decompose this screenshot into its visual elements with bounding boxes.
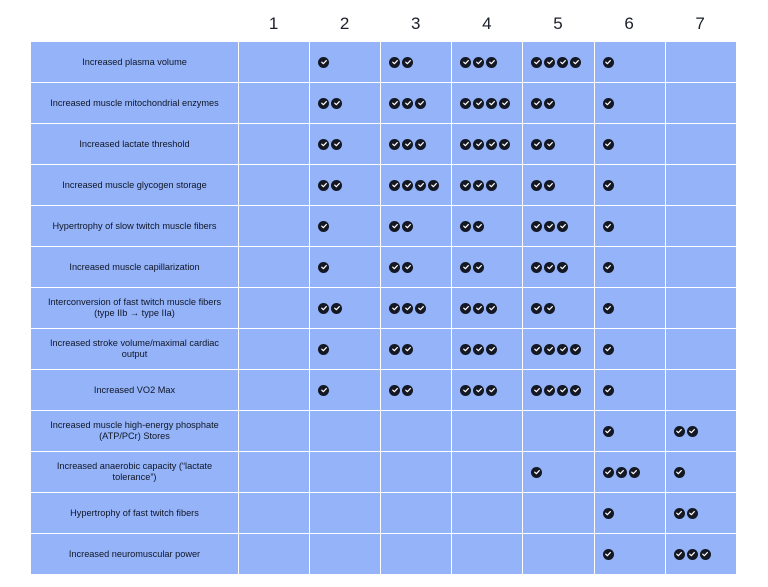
row-label: Increased muscle glycogen storage [62,179,207,190]
rating-cell [522,124,593,164]
check-circle-icon [473,98,484,109]
rating-cell [665,83,736,123]
check-circle-icon [616,467,627,478]
check-circle-icon [531,344,542,355]
check-circle-icon [460,57,471,68]
rating-cell [309,165,380,205]
check-circle-icon [557,385,568,396]
rating-cell [451,42,522,82]
rating-cell [309,124,380,164]
check-circle-icon [389,262,400,273]
check-circle-icon [557,221,568,232]
column-divider [451,42,452,575]
rating-cell [451,370,522,410]
rating-cell [451,493,522,533]
rating-cell [522,329,593,369]
table-row [31,165,736,206]
rating-cell [309,206,380,246]
rating-cell [309,42,380,82]
rating-cell [238,124,309,164]
row-label: Increased stroke volume/maximal cardiac output [49,338,219,359]
check-circle-icon [415,180,426,191]
row-label: Increased VO2 Max [93,384,176,395]
check-circle-icon [331,139,342,150]
check-circle-icon [603,467,614,478]
check-circle-icon [389,303,400,314]
rating-cell [594,165,665,205]
check-circle-icon [318,57,329,68]
rating-cell [665,288,736,328]
rating-cell [594,329,665,369]
check-circle-icon [531,303,542,314]
rating-cell [665,411,736,451]
check-circle-icon [473,139,484,150]
rating-cell [309,411,380,451]
column-divider [238,42,239,575]
check-circle-icon [674,426,685,437]
rating-cell [238,247,309,287]
check-circle-icon [544,98,555,109]
check-circle-icon [531,139,542,150]
rating-cell [309,247,380,287]
rating-cell [522,452,593,492]
row-label: Increased muscle high-energy phosphate (ATP/PCr) Stores [50,420,219,441]
check-circle-icon [544,221,555,232]
table-row [31,329,736,370]
check-circle-icon [603,549,614,560]
rating-cell [309,83,380,123]
column-divider [380,42,381,575]
row-label: Increased anaerobic capacity (“lactate tolerance”) [56,461,213,482]
rating-cell [238,411,309,451]
check-circle-icon [402,385,413,396]
rating-cell [380,493,451,533]
rating-cell [309,452,380,492]
column-header-2: 2 [339,14,350,33]
check-circle-icon [531,57,542,68]
rating-cell [522,534,593,574]
rating-cell [238,493,309,533]
rating-cell [380,42,451,82]
rating-cell [594,83,665,123]
rating-cell [238,165,309,205]
check-circle-icon [402,57,413,68]
rating-cell [594,247,665,287]
rating-cell [309,288,380,328]
check-circle-icon [544,139,555,150]
check-circle-icon [544,303,555,314]
rating-cell [665,42,736,82]
check-circle-icon [473,57,484,68]
check-circle-icon [402,180,413,191]
rating-cell [238,288,309,328]
check-circle-icon [603,344,614,355]
check-circle-icon [603,180,614,191]
check-circle-icon [544,180,555,191]
check-circle-icon [486,385,497,396]
rating-cell [594,206,665,246]
rating-cell [380,206,451,246]
table-row [31,534,736,575]
table-row [31,247,736,288]
check-circle-icon [318,139,329,150]
rating-cell [665,370,736,410]
column-divider [309,42,310,575]
check-circle-icon [460,385,471,396]
check-circle-icon [603,262,614,273]
table-row [31,206,736,247]
check-circle-icon [460,344,471,355]
row-label: Hypertrophy of slow twitch muscle fibers [52,220,217,231]
check-circle-icon [603,139,614,150]
rating-cell [451,452,522,492]
rating-cell [238,206,309,246]
check-circle-icon [557,344,568,355]
row-label: Increased plasma volume [82,56,187,67]
check-circle-icon [389,98,400,109]
check-circle-icon [486,303,497,314]
check-circle-icon [460,139,471,150]
column-header-5: 5 [553,14,563,33]
rating-cell [451,124,522,164]
rating-cell [451,206,522,246]
check-circle-icon [603,303,614,314]
check-circle-icon [473,385,484,396]
check-circle-icon [687,426,698,437]
check-circle-icon [402,139,413,150]
rating-cell [522,370,593,410]
rating-cell [238,42,309,82]
check-circle-icon [389,139,400,150]
check-circle-icon [460,180,471,191]
check-circle-icon [629,467,640,478]
rating-cell [380,288,451,328]
check-circle-icon [687,549,698,560]
check-circle-icon [674,549,685,560]
rating-cell [594,124,665,164]
column-header-7: 7 [695,14,705,33]
column-divider [522,42,523,575]
check-circle-icon [318,98,329,109]
check-circle-icon [473,221,484,232]
table-row [31,288,736,329]
rating-cell [594,493,665,533]
rating-cell [238,452,309,492]
rating-cell [451,411,522,451]
column-header-3: 3 [411,14,421,33]
check-circle-icon [389,385,400,396]
check-circle-icon [486,57,497,68]
check-circle-icon [473,180,484,191]
rating-cell [380,247,451,287]
check-circle-icon [557,262,568,273]
rating-cell [451,247,522,287]
check-circle-icon [389,180,400,191]
check-circle-icon [499,139,510,150]
rating-cell [380,452,451,492]
check-circle-icon [499,98,510,109]
rating-cell [451,83,522,123]
check-circle-icon [603,98,614,109]
check-circle-icon [389,344,400,355]
rating-cell [522,247,593,287]
rating-cell [380,370,451,410]
rating-cell [665,165,736,205]
row-label: Increased muscle capillarization [69,261,200,272]
rating-cell [665,493,736,533]
rating-cell [665,124,736,164]
column-header-4: 4 [482,14,492,33]
row-label: Hypertrophy of fast twitch fibers [70,507,199,518]
rating-cell [522,411,593,451]
rating-cell [451,165,522,205]
rating-cell [665,329,736,369]
table-row [31,42,736,83]
check-circle-icon [389,57,400,68]
check-circle-icon [531,262,542,273]
check-circle-icon [486,344,497,355]
check-circle-icon [331,180,342,191]
row-label: Increased lactate threshold [79,138,190,149]
rating-cell [238,83,309,123]
check-circle-icon [318,385,329,396]
rating-cell [522,206,593,246]
rating-cell [594,288,665,328]
table-row [31,83,736,124]
table-row [31,124,736,165]
row-label: Increased muscle mitochondrial enzymes [50,97,219,108]
rating-cell [309,329,380,369]
column-header-1: 1 [268,14,279,33]
check-circle-icon [460,221,471,232]
check-circle-icon [700,549,711,560]
check-circle-icon [603,508,614,519]
check-circle-icon [415,303,426,314]
rating-cell [451,534,522,574]
check-circle-icon [473,262,484,273]
table-row [31,370,736,411]
table-row [31,493,736,534]
column-divider [665,42,666,575]
rating-cell [665,534,736,574]
check-circle-icon [570,57,581,68]
check-circle-icon [473,303,484,314]
rating-cell [380,124,451,164]
check-circle-icon [531,98,542,109]
check-circle-icon [603,221,614,232]
check-circle-icon [460,98,471,109]
rating-cell [380,165,451,205]
rating-cell [522,288,593,328]
check-circle-icon [531,221,542,232]
training-effects-table [31,42,736,575]
check-circle-icon [544,385,555,396]
rating-cell [665,452,736,492]
check-circle-icon [486,180,497,191]
check-circle-icon [460,262,471,273]
rating-cell [594,534,665,574]
rating-cell [238,370,309,410]
check-circle-icon [674,467,685,478]
rating-cell [594,411,665,451]
table-row [31,452,736,493]
check-circle-icon [318,221,329,232]
rating-cell [380,411,451,451]
rating-cell [522,165,593,205]
rating-cell [238,329,309,369]
check-circle-icon [486,139,497,150]
check-circle-icon [674,508,685,519]
check-circle-icon [531,467,542,478]
rating-cell [380,534,451,574]
rating-cell [522,493,593,533]
rating-cell [380,329,451,369]
check-circle-icon [318,344,329,355]
check-circle-icon [531,385,542,396]
check-circle-icon [544,262,555,273]
check-circle-icon [402,221,413,232]
check-circle-icon [603,57,614,68]
table-row [31,411,736,452]
check-circle-icon [389,221,400,232]
check-circle-icon [318,180,329,191]
check-circle-icon [557,57,568,68]
rating-cell [451,329,522,369]
rating-cell [665,206,736,246]
check-circle-icon [603,426,614,437]
check-circle-icon [318,303,329,314]
rating-cell [594,452,665,492]
check-circle-icon [570,385,581,396]
check-circle-icon [402,303,413,314]
check-circle-icon [544,344,555,355]
rating-cell [309,534,380,574]
check-circle-icon [603,385,614,396]
check-circle-icon [415,98,426,109]
row-label: Increased neuromuscular power [68,548,201,559]
rating-cell [522,83,593,123]
column-header-row [0,0,768,42]
rating-cell [451,288,522,328]
rating-cell [238,534,309,574]
check-circle-icon [402,98,413,109]
check-circle-icon [460,303,471,314]
check-circle-icon [570,344,581,355]
rating-cell [594,42,665,82]
check-circle-icon [318,262,329,273]
column-header-6: 6 [624,14,634,33]
check-circle-icon [544,57,555,68]
check-circle-icon [331,98,342,109]
row-label: Interconversion of fast twitch muscle fibers (type IIb → type IIa) [47,297,222,318]
check-circle-icon [402,344,413,355]
rating-cell [665,247,736,287]
check-circle-icon [415,139,426,150]
check-circle-icon [331,303,342,314]
check-circle-icon [473,344,484,355]
check-circle-icon [531,180,542,191]
check-circle-icon [402,262,413,273]
check-circle-icon [486,98,497,109]
check-circle-icon [428,180,439,191]
rating-cell [380,83,451,123]
column-divider [594,42,595,575]
check-circle-icon [687,508,698,519]
rating-cell [522,42,593,82]
rating-cell [309,370,380,410]
rating-cell [309,493,380,533]
rating-cell [594,370,665,410]
